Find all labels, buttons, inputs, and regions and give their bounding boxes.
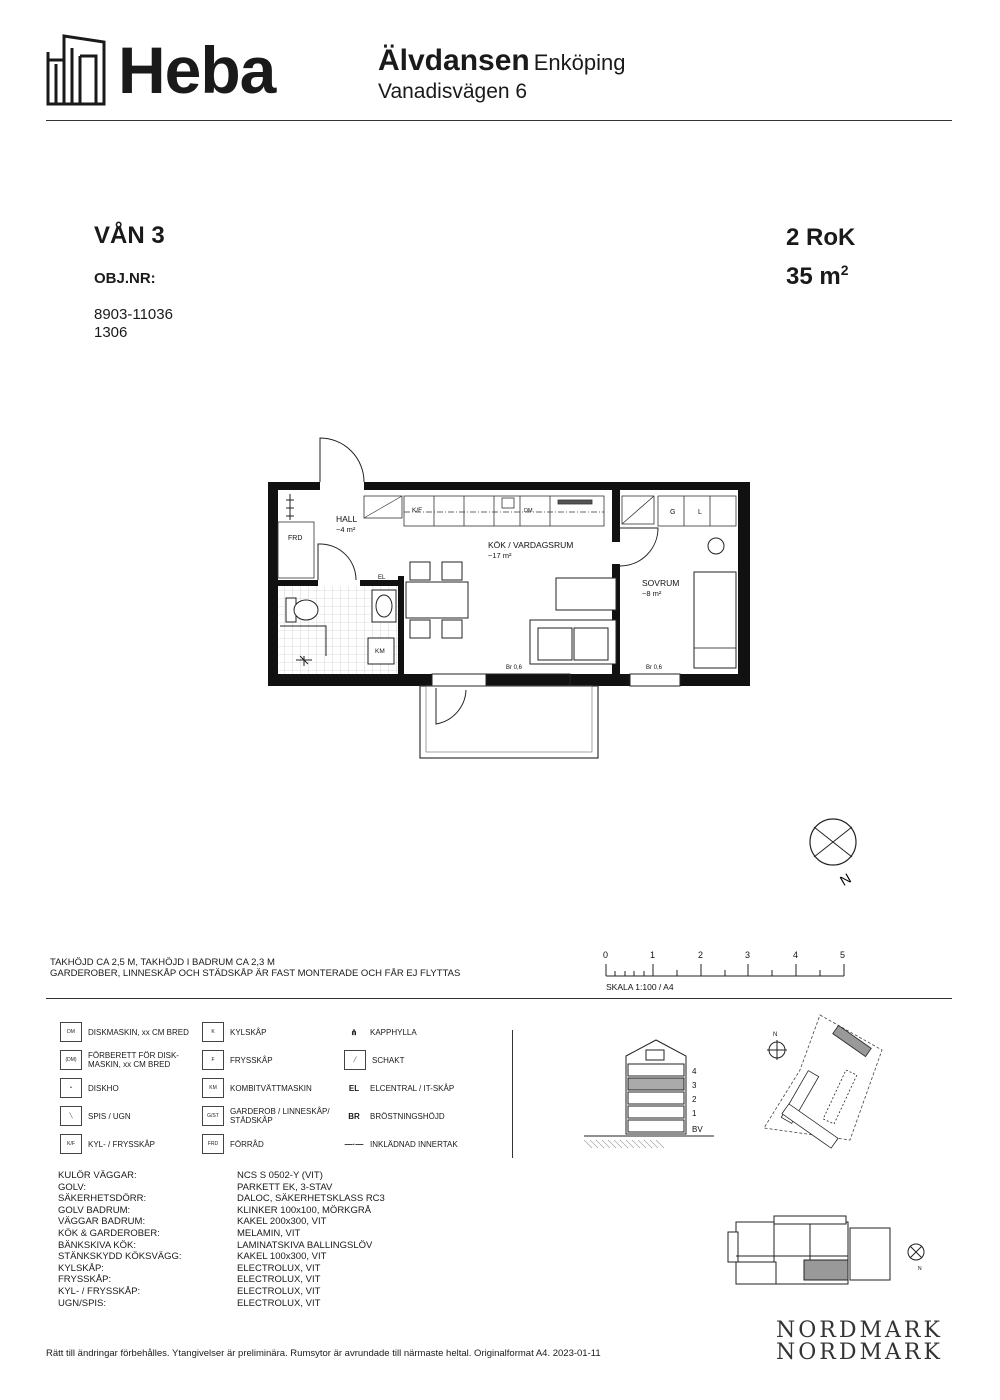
spec-value: ELECTROLUX, VIT — [237, 1297, 321, 1309]
floor-label: VÅN 3 — [94, 222, 165, 249]
fridge-freezer-symbol: K/F — [60, 1134, 82, 1154]
legend-divider — [46, 998, 952, 999]
spec-value: KLINKER 100x100, MÖRKGRÅ — [237, 1204, 372, 1216]
spec-row — [58, 1193, 385, 1205]
nordmark-line-2: NORDMARK — [776, 1340, 943, 1365]
floor-plan — [260, 430, 760, 770]
legend-text: KYLSKÅP — [230, 1027, 267, 1037]
section-floor-bv: BV — [692, 1125, 703, 1134]
legend-item — [60, 1130, 198, 1158]
brand-name: Heba — [118, 33, 276, 107]
legend-item — [202, 1074, 338, 1102]
legend-text: ELCENTRAL / IT-SKÅP — [370, 1083, 455, 1093]
heba-logo-icon — [46, 34, 106, 106]
hall-label: HALL — [336, 514, 358, 524]
g-label: G — [670, 509, 676, 516]
legend-item — [344, 1018, 458, 1046]
kitchen-cabinets — [404, 496, 604, 526]
br-label-kitchen: Br 0,6 — [506, 665, 523, 671]
legend-text: FÖRRÅD — [230, 1139, 264, 1149]
spec-row — [58, 1170, 385, 1182]
bed — [694, 572, 736, 668]
legend-item — [202, 1046, 338, 1074]
note-wardrobes: GARDEROBER, LINNESKÅP OCH STÄDSKÅP ÄR FAST MONTERADE OCH FÅR EJ FLYTTAS — [50, 968, 461, 979]
bedroom-label: SOVRUM — [642, 578, 680, 588]
notes — [50, 957, 460, 979]
legend-item — [344, 1102, 458, 1130]
scale-tick-2: 2 — [698, 950, 704, 960]
floor-key-plan — [720, 1212, 950, 1292]
coat-rack-icon — [286, 494, 294, 520]
unit-area-unit-sup: 2 — [840, 262, 849, 278]
storage-symbol: FRD — [202, 1134, 224, 1154]
storage-closet — [278, 522, 314, 578]
spec-row — [58, 1274, 385, 1286]
stove-symbol: ╲ — [60, 1106, 82, 1126]
spec-row — [58, 1205, 385, 1217]
dining-table — [406, 562, 468, 638]
scale-tick-5: 5 — [840, 950, 846, 960]
legend-item — [60, 1074, 198, 1102]
section-floor-4: 4 — [692, 1067, 697, 1076]
building-section-diagram — [584, 1036, 714, 1158]
wardrobe-symbol: G/ST — [202, 1106, 224, 1126]
kf-label: K/F — [412, 507, 423, 514]
spec-key: KYL- / FRYSSKÅP: — [58, 1285, 141, 1297]
legend-text: DISKMASKIN, xx CM BRED — [88, 1027, 189, 1037]
spec-value: MELAMIN, VIT — [237, 1227, 301, 1239]
site-north-label: N — [773, 1032, 778, 1038]
legend-col-2 — [202, 1018, 338, 1158]
note-ceiling: TAKHÖJD CA 2,5 M, TAKHÖJD I BADRUM CA 2,3 M — [50, 957, 275, 968]
legend-text: BRÖSTNINGSHÖJD — [370, 1111, 445, 1121]
legend-item — [202, 1018, 338, 1046]
legend-item — [60, 1046, 198, 1074]
spec-key: SÄKERHETSDÖRR: — [58, 1193, 147, 1205]
legend-text: KYL- / FRYSSKÅP — [88, 1139, 155, 1149]
spec-key: GOLV: — [58, 1181, 86, 1193]
shaft-symbol: ╱ — [344, 1050, 366, 1070]
dishwasher-prep-symbol: (DM) — [60, 1050, 82, 1070]
legend-text: KAPPHYLLA — [370, 1027, 417, 1037]
spec-value: LAMINATSKIVA BALLINGSLÖV — [237, 1239, 373, 1251]
legend-item — [60, 1018, 198, 1046]
kitchen-label: KÖK / VARDAGSRUM — [488, 540, 574, 550]
sofa — [530, 620, 616, 664]
l-label: L — [698, 509, 702, 516]
north-compass-icon — [800, 815, 870, 895]
compass-north-label: N — [837, 869, 854, 889]
site-plan-diagram — [750, 1010, 890, 1170]
legend-text: INKLÄDNAD INNERTAK — [370, 1139, 458, 1149]
section-floor-1: 1 — [692, 1109, 697, 1118]
unit-area-value: 35 m — [786, 263, 841, 290]
coat-rack-symbol: ⋔ — [350, 1027, 358, 1037]
spec-value: ELECTROLUX, VIT — [237, 1285, 321, 1297]
spec-key: UGN/SPIS: — [58, 1297, 107, 1309]
spec-key: FRYSSKÅP: — [58, 1274, 112, 1286]
dishwasher-symbol: DM — [60, 1022, 82, 1042]
washer-symbol: KM — [202, 1078, 224, 1098]
spec-row — [58, 1228, 385, 1240]
km-label: KM — [375, 648, 385, 655]
sink-symbol: • — [60, 1078, 82, 1098]
legend-text: DISKHO — [88, 1083, 119, 1093]
scale-tick-0: 0 — [603, 950, 609, 960]
spec-row — [58, 1216, 385, 1228]
legend-text: FRYSSKÅP — [230, 1055, 273, 1065]
spec-key: KÖK & GARDEROBER: — [58, 1227, 160, 1239]
el-symbol: EL — [348, 1083, 360, 1093]
scale-tick-1: 1 — [650, 950, 656, 960]
spec-row — [58, 1298, 385, 1310]
footer-disclaimer: Rätt till ändringar förbehålles. Ytangivelser är preliminära. Rumsytor är avrundade till närmaste heltal. Originalformat A4. 2023-01-11 — [46, 1348, 601, 1359]
spec-row — [58, 1182, 385, 1194]
ceiling-line-symbol: —·— — [344, 1139, 364, 1149]
spec-value: PARKETT EK, 3-STAV — [237, 1181, 333, 1193]
freezer-symbol: F — [202, 1050, 224, 1070]
br-symbol: BR — [348, 1111, 360, 1121]
br-label-bedroom: Br 0,6 — [646, 665, 663, 671]
spec-row — [58, 1263, 385, 1275]
scale-bar — [598, 946, 858, 994]
legend-item — [202, 1102, 338, 1130]
bedroom-door-swing — [620, 528, 658, 566]
kitchen-area: ~17 m² — [488, 551, 512, 560]
section-floor-2: 2 — [692, 1095, 697, 1104]
project-name: Älvdansen — [378, 44, 530, 77]
hall-area: ~4 m² — [336, 525, 356, 534]
scale-tick-4: 4 — [793, 950, 799, 960]
project-city: Enköping — [533, 50, 626, 75]
spec-value: KAKEL 100x300, VIT — [237, 1251, 327, 1263]
spec-key: STÄNKSKYDD KÖKSVÄGG: — [58, 1251, 182, 1263]
balcony-door-swing — [436, 688, 466, 724]
legend-col-1 — [60, 1018, 198, 1158]
bathroom-door-swing — [318, 544, 356, 580]
nordmark-logo — [776, 1320, 943, 1364]
legend-item — [344, 1074, 458, 1102]
spec-key: GOLV BADRUM: — [58, 1204, 131, 1216]
project-address: Vanadisvägen 6 — [378, 80, 528, 103]
legend-text: SPIS / UGN — [88, 1111, 131, 1121]
dm-label: DM — [524, 508, 533, 514]
spec-row — [58, 1240, 385, 1252]
unit-area — [786, 254, 855, 293]
legend-col-3 — [344, 1018, 458, 1158]
chair-icon — [708, 538, 724, 554]
toilet-icon — [286, 598, 318, 622]
project-info — [378, 44, 625, 104]
legend-item — [60, 1102, 198, 1130]
bathroom-sink-icon — [372, 590, 396, 622]
bedroom-area: ~8 m² — [642, 589, 662, 598]
legend-item — [344, 1130, 458, 1158]
legend-vertical-divider — [512, 1030, 513, 1158]
legend-text: KOMBITVÄTTMASKIN — [230, 1083, 312, 1093]
fridge-symbol: K — [202, 1022, 224, 1042]
apartment-number: 1306 — [94, 324, 128, 341]
spec-key: BÄNKSKIVA KÖK: — [58, 1239, 136, 1251]
el-label: EL — [378, 575, 386, 581]
spec-value: NCS S 0502-Y (VIT) — [237, 1170, 323, 1181]
unit-summary — [786, 222, 855, 293]
legend-item — [202, 1130, 338, 1158]
spec-value: ELECTROLUX, VIT — [237, 1274, 321, 1286]
section-floor-3: 3 — [692, 1081, 697, 1090]
room-type: 2 RoK — [786, 224, 856, 251]
header-divider — [46, 120, 952, 121]
spec-key: KYLSKÅP: — [58, 1262, 104, 1274]
object-numbers — [94, 306, 173, 342]
scale-tick-3: 3 — [745, 950, 751, 960]
spec-key: KULÖR VÄGGAR: — [58, 1170, 137, 1181]
brand-logo — [46, 34, 275, 106]
object-number-label: OBJ.NR: — [94, 270, 156, 287]
spec-key: VÄGGAR BADRUM: — [58, 1216, 146, 1228]
specifications — [58, 1170, 385, 1309]
legend-text: GARDEROB / LINNESKÅP/ STÄDSKÅP — [230, 1107, 330, 1125]
bedroom-shaft — [622, 496, 654, 524]
frd-label: FRD — [288, 535, 303, 542]
spec-value: KAKEL 200x300, VIT — [237, 1216, 327, 1228]
balcony — [420, 686, 598, 758]
legend-text: SCHAKT — [372, 1055, 405, 1065]
coffee-table — [556, 578, 616, 610]
spec-row — [58, 1286, 385, 1298]
key-plan-north-label: N — [918, 1266, 922, 1272]
spec-row — [58, 1251, 385, 1263]
spec-value: DALOC, SÄKERHETSKLASS RC3 — [237, 1193, 385, 1205]
legend-item — [344, 1046, 458, 1074]
scale-label: SKALA 1:100 / A4 — [606, 982, 674, 992]
spec-value: ELECTROLUX, VIT — [237, 1262, 321, 1274]
nordmark-line-1: NORDMARK — [776, 1318, 943, 1343]
legend-text: FÖRBERETT FÖR DISK- MASKIN, xx CM BRED — [88, 1051, 179, 1069]
entry-door-swing — [320, 438, 364, 482]
object-number: 8903-11036 — [94, 306, 173, 323]
